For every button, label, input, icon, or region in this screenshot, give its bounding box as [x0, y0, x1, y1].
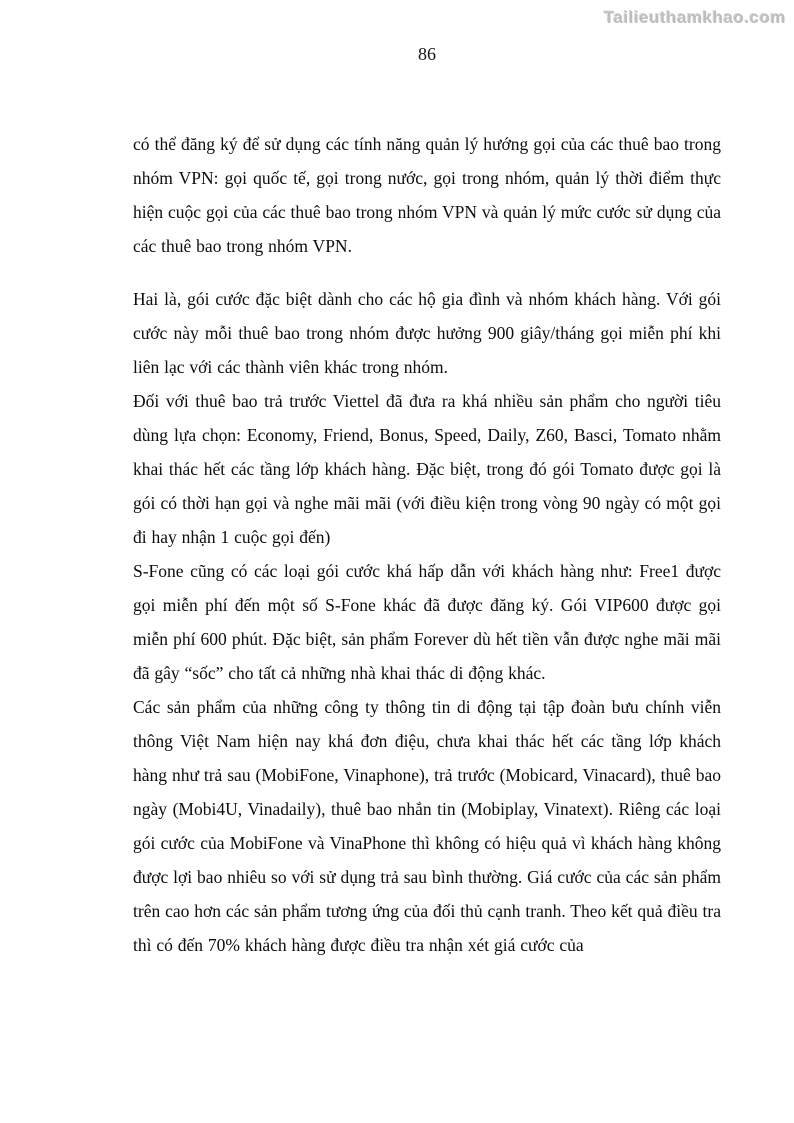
paragraph-family-package: Hai là, gói cước đặc biệt dành cho các hộ gia đình và nhóm khách hàng. Với gói cước này mỗi thuê bao trong nhóm được hưởng 900 giây/tháng gọi miễn phí khi liên lạc với các thành viên khác trong nhóm.: [133, 289, 721, 377]
paragraph-vnpt-products: Các sản phẩm của những công ty thông tin di động tại tập đoàn bưu chính viễn thông Việt Nam hiện nay khá đơn điệu, chưa khai thác hết các tầng lớp khách hàng như trả sau (MobiFone, Vinaphone), trả trước (Mobicard, Vinacard), thuê bao ngày (Mobi4U, Vinadaily), thuê bao nhắn tin (Mobiplay, Vinatext). Riêng các loại gói cước của MobiFone và VinaPhone thì không có hiệu quả vì khách hàng không được lợi bao nhiêu so với sử dụng trả sau bình thường. Giá cước của các sản phẩm trên cao hơn các sản phẩm tương ứng của đối thủ cạnh tranh. Theo kết quả điều tra thì có đến 70% khách hàng được điều tra nhận xét giá cước của: [133, 697, 721, 955]
page-number: 86: [418, 44, 436, 64]
paragraph-vpn-features: có thể đăng ký để sử dụng các tính năng quản lý hướng gọi của các thuê bao trong nhóm VPN: gọi quốc tế, gọi trong nước, gọi trong nhóm, quản lý thời điểm thực hiện cuộc gọi của các thuê bao trong nhóm VPN và quản lý mức cước sử dụng của các thuê bao trong nhóm VPN.: [133, 134, 721, 256]
paragraph-sfone-packages: S-Fone cũng có các loại gói cước khá hấp dẫn với khách hàng như: Free1 được gọi miễn phí đến một số S-Fone khác đã được đăng ký. Gói VIP600 được gọi miễn phí 600 phút. Đặc biệt, sản phẩm Forever dù hết tiền vẫn được nghe mãi mãi đã gây “sốc” cho tất cả những nhà khai thác di động khác.: [133, 561, 721, 683]
site-watermark: Tailieuthamkhao.com: [603, 8, 786, 27]
paragraph-viettel-prepaid: Đối với thuê bao trả trước Viettel đã đưa ra khá nhiều sản phẩm cho người tiêu dùng lựa chọn: Economy, Friend, Bonus, Speed, Daily, Z60, Basci, Tomato nhằm khai thác hết các tầng lớp khách hàng. Đặc biệt, trong đó gói Tomato được gọi là gói có thời hạn gọi và nghe mãi mãi (với điều kiện trong vòng 90 ngày có một gọi đi hay nhận 1 cuộc gọi đến): [133, 391, 721, 547]
document-body: [133, 127, 721, 962]
